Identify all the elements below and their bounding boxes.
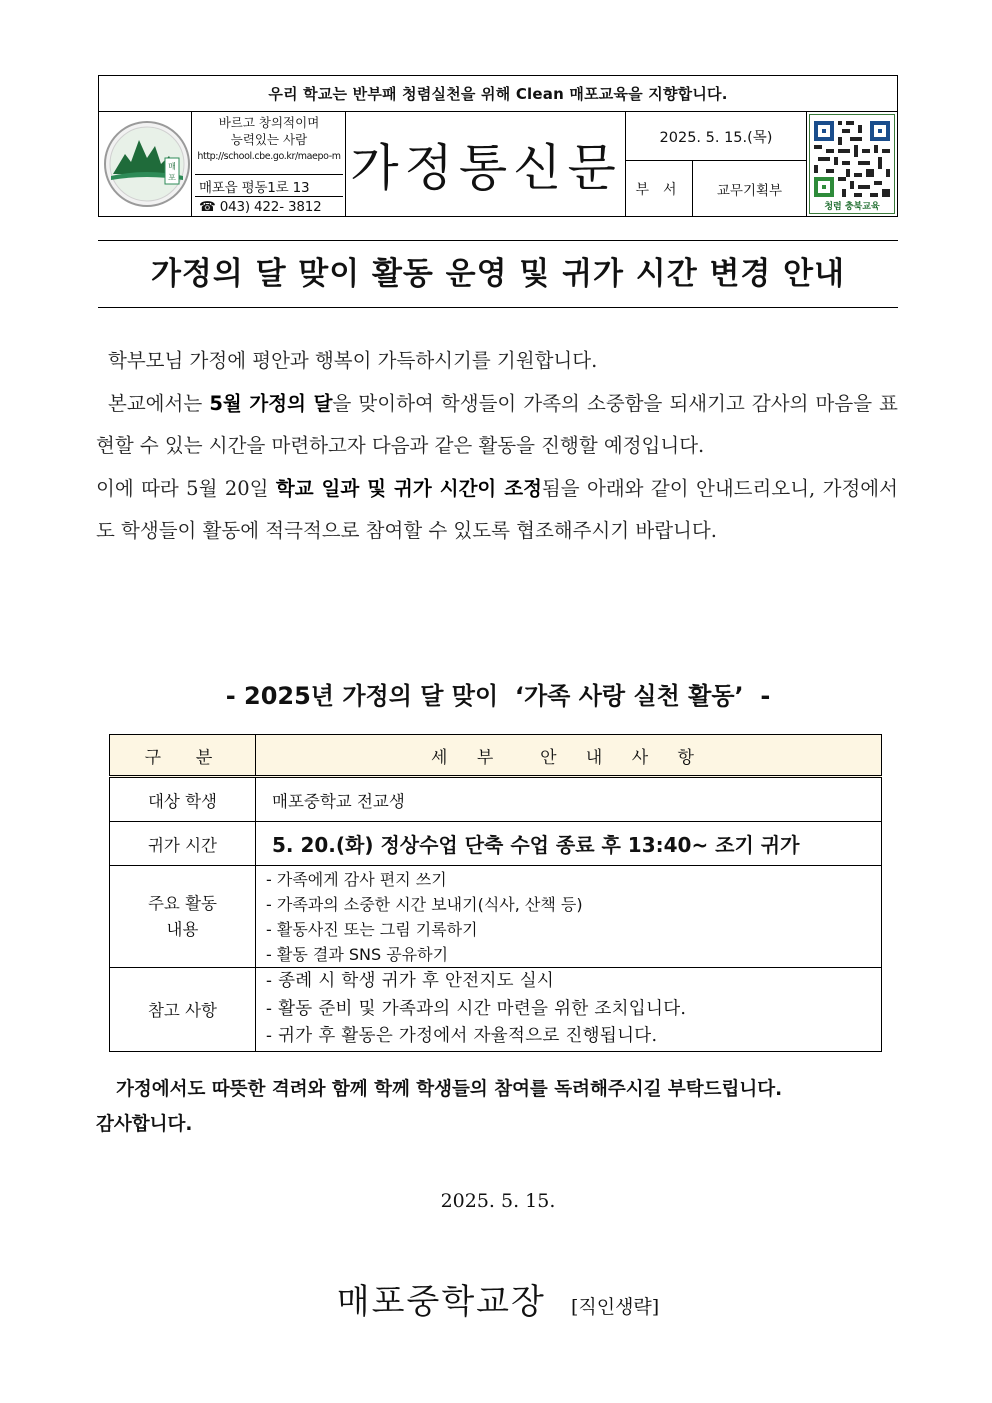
closing-text xyxy=(96,1072,898,1142)
section-title: - 2025년 가정의 달 맞이 ‘가족 사랑 실천 활동’ - xyxy=(225,682,771,710)
row-value: 5. 20.(화) 정상수업 단축 수업 종료 후 13:40~ 조기 귀가 xyxy=(256,822,882,866)
notes-list xyxy=(256,968,882,1052)
row-label xyxy=(110,866,256,968)
table-header-cell: 세 부 안 내 사 항 xyxy=(256,735,882,777)
row-label-line: 주요 활동 xyxy=(147,893,217,913)
qr-icon xyxy=(810,117,894,201)
school-motto xyxy=(195,114,343,178)
issue-date: 2025. 5. 15.(목) xyxy=(626,112,806,161)
list-item: - 귀가 후 활동은 가정에서 자율적으로 진행됩니다. xyxy=(266,1026,658,1046)
divider xyxy=(195,174,343,175)
qr-code xyxy=(809,114,895,214)
divider xyxy=(191,112,192,216)
list-item: - 활동 준비 및 가족과의 시간 마련을 위한 조치입니다. xyxy=(266,998,687,1019)
text-span: 됨을 아래와 같이 안내드리오니, 가정에서도 학생들이 활동에 적극적으로 참여할 수 있도록 협조해주시기 바랍니다. xyxy=(96,476,898,542)
list-item: - 가족에게 감사 편지 쓰기 xyxy=(266,869,447,889)
school-address: 매포읍 평동1로 13 xyxy=(199,180,310,196)
divider xyxy=(195,196,343,197)
row-label: 귀가 시간 xyxy=(110,822,256,866)
text-span: 이에 따라 5월 20일 xyxy=(96,476,276,500)
divider xyxy=(345,112,346,216)
table-row xyxy=(110,866,882,968)
activity-list xyxy=(256,866,882,968)
list-item: - 활동사진 또는 그림 기록하기 xyxy=(266,919,478,939)
newsletter-title: 가정통신문 xyxy=(350,139,622,197)
school-phone: ☎ 043) 422- 3812 xyxy=(199,199,322,215)
table-row xyxy=(110,822,882,866)
closing-line: 가정에서도 따뜻한 격려와 함께 학께 학생들의 참여를 독려해주시길 부탁드립니다. xyxy=(116,1079,783,1100)
table-row xyxy=(110,777,882,822)
row-label-line: 내용 xyxy=(166,919,199,939)
info-table xyxy=(109,734,882,1052)
school-url: http://school.cbe.go.kr/maepo-m xyxy=(197,151,341,162)
list-item: - 활동 결과 SNS 공유하기 xyxy=(266,944,449,964)
table-row xyxy=(110,968,882,1052)
title-rule-bottom xyxy=(98,307,898,308)
row-label: 참고 사항 xyxy=(110,968,256,1052)
row-label: 대상 학생 xyxy=(110,777,256,822)
highlight-text: 학교 일과 및 귀가 시간이 조정 xyxy=(275,476,542,500)
slogan: 우리 학교는 반부패 청렴실천을 위해 Clean 매포교육을 지향합니다. xyxy=(99,76,897,112)
closing-line: 감사합니다. xyxy=(96,1114,193,1135)
row-value: 매포중학교 전교생 xyxy=(256,777,882,822)
signature-block xyxy=(98,1274,898,1323)
signer-name: 매포중학교장 xyxy=(336,1282,546,1322)
logo-text-1: 매 xyxy=(168,162,176,171)
notice-paragraph xyxy=(96,468,898,553)
motto-line: 바르고 창의적이며 xyxy=(218,115,320,130)
dept-value: 교무기획부 xyxy=(716,182,783,199)
motto-line: 능력있는 사람 xyxy=(230,132,308,147)
table-header-row xyxy=(110,735,882,777)
text-span: 을 맞이하여 학생들이 가족의 소중함을 되새기고 감사의 마음을 표현할 수 있는 시간을 마련하고자 다음과 같은 활동을 진행할 예정입니다. xyxy=(96,391,899,457)
sign-date: 2025. 5. 15. xyxy=(440,1190,556,1212)
title-rule-top xyxy=(98,240,898,241)
newsletter-header xyxy=(98,75,898,217)
body-text xyxy=(96,340,898,553)
seal-note: [직인생략] xyxy=(570,1296,660,1318)
qr-caption: 청렴 충북교육 xyxy=(824,202,880,212)
list-item: - 종례 시 학생 귀가 후 안전지도 실시 xyxy=(266,971,555,991)
logo-text-2: 포 xyxy=(168,173,176,182)
school-logo xyxy=(103,118,191,210)
table-header-cell: 구 분 xyxy=(110,735,256,777)
document-title: 가정의 달 맞이 활동 운영 및 귀가 시간 변경 안내 xyxy=(150,256,846,292)
intro-paragraph xyxy=(96,383,898,468)
dept-label: 부서 xyxy=(635,181,691,198)
divider xyxy=(806,112,807,216)
text-span: 본교에서는 xyxy=(108,391,210,415)
list-item: - 가족과의 소중한 시간 보내기(식사, 산책 등) xyxy=(266,894,583,914)
highlight-text: 5월 가정의 달 xyxy=(209,391,333,415)
greeting-paragraph: 학부모님 가정에 평안과 행복이 가득하시기를 기원합니다. xyxy=(108,349,598,372)
